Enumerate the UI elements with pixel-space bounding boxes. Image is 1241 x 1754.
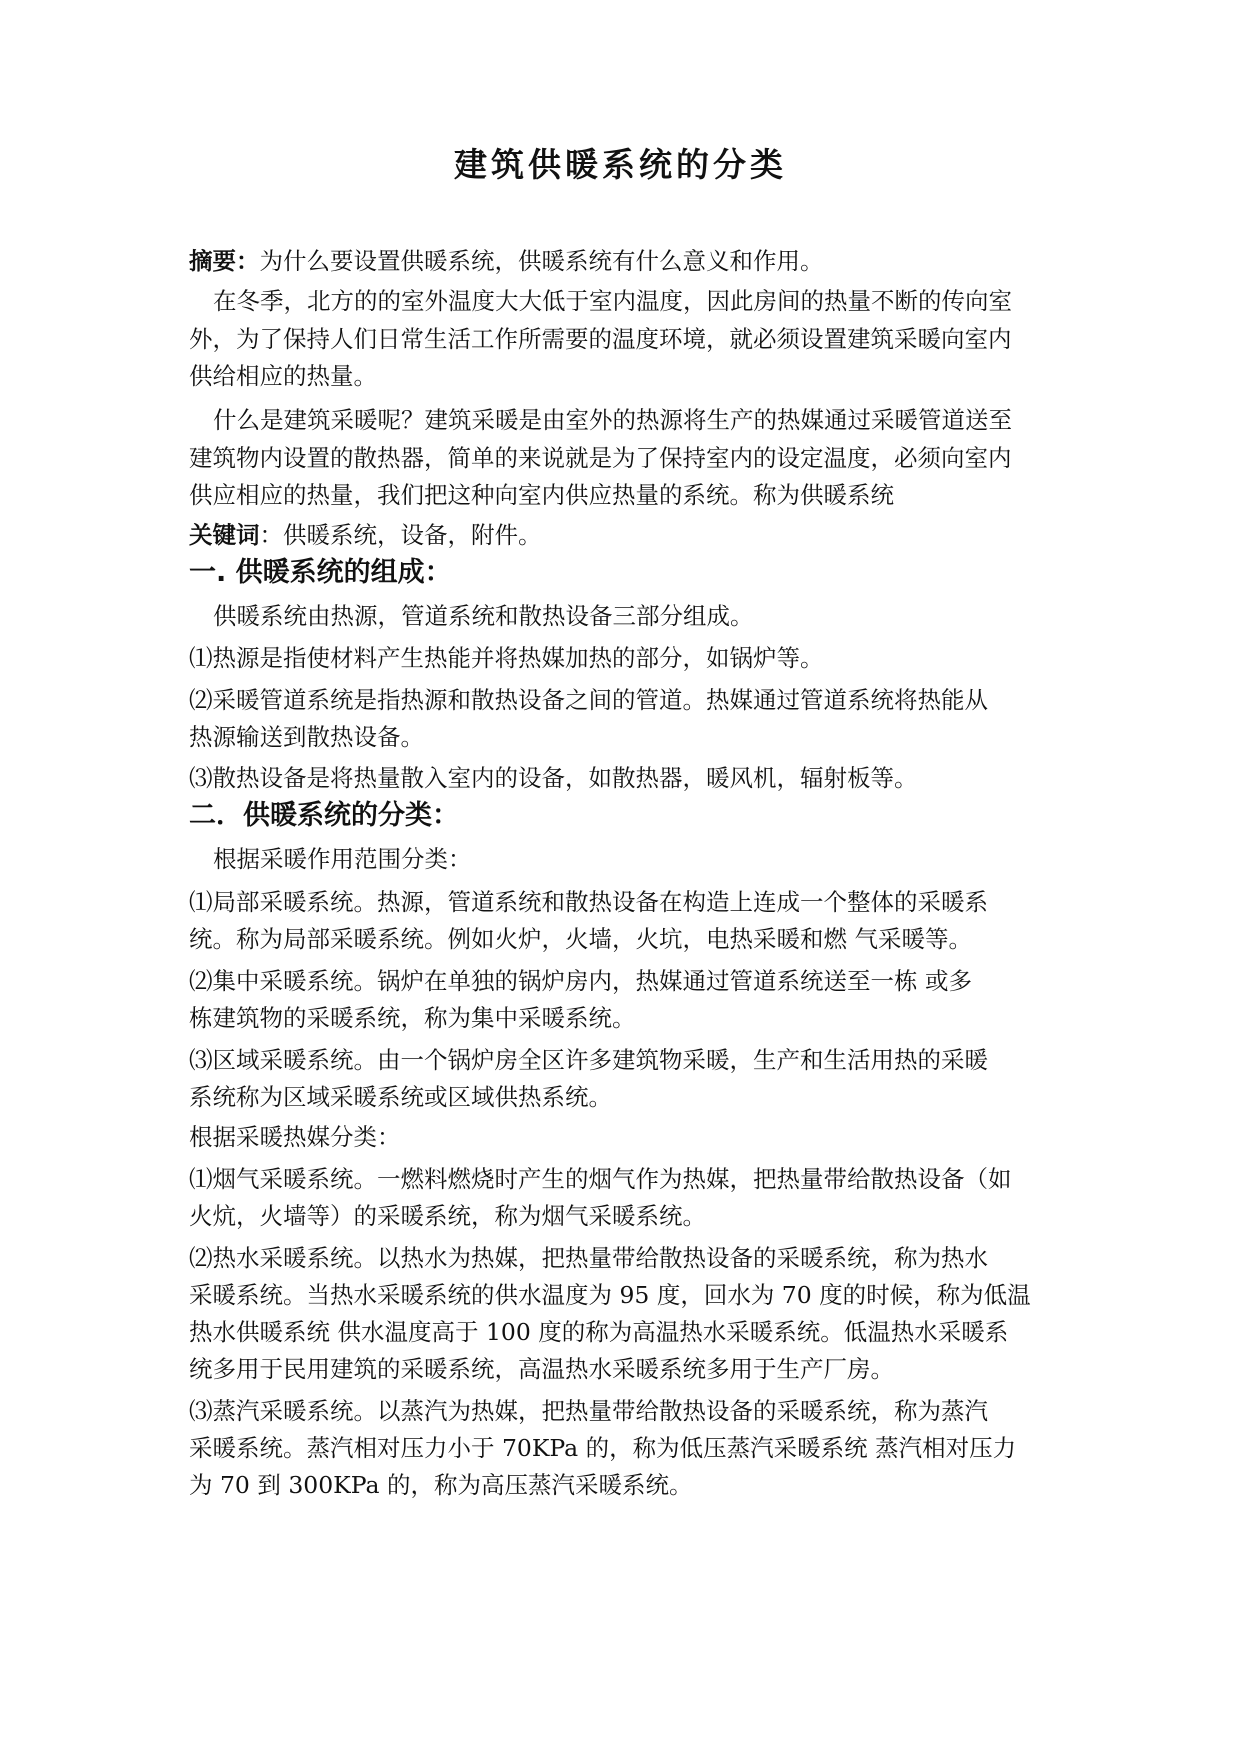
section-line: 采暖系统。当热水采暖系统的供水温度为 95 度，回水为 70 度的时候，称为低温: [189, 1281, 1031, 1309]
section-line: 供暖系统由热源，管道系统和散热设备三部分组成。: [213, 602, 754, 630]
section-line: ⑴热源是指使材料产生热能并将热媒加热的部分，如锅炉等。: [189, 644, 824, 672]
section-line: ⑴烟气采暖系统。一燃料燃烧时产生的烟气作为热媒，把热量带给散热设备（如: [189, 1165, 1012, 1193]
intro-line: 供应相应的热量，我们把这种向室内供应热量的系统。称为供暖系统: [189, 481, 894, 509]
section-line: 统多用于民用建筑的采暖系统，高温热水采暖系统多用于生产厂房。: [189, 1355, 894, 1383]
abstract-line: [189, 244, 1069, 278]
section-line: 根据采暖热媒分类：: [189, 1123, 401, 1151]
section-heading-classification: 二．供暖系统的分类：: [189, 800, 459, 831]
section-heading-composition: 一. 供暖系统的组成：: [189, 557, 452, 588]
intro-line: 外，为了保持人们日常生活工作所需要的温度环境，就必须设置建筑采暖向室内: [189, 325, 1012, 353]
section-line: ⑵热水采暖系统。以热水为热媒，把热量带给散热设备的采暖系统，称为热水: [189, 1244, 988, 1272]
section-line: 采暖系统。蒸汽相对压力小于 70KPa 的，称为低压蒸汽采暖系统 蒸汽相对压力: [189, 1434, 1017, 1462]
section-line: 统。称为局部采暖系统。例如火炉，火墙，火坑，电热采暖和燃 气采暖等。: [189, 925, 972, 953]
keywords-line: [189, 518, 1069, 552]
section-line: ⑵集中采暖系统。锅炉在单独的锅炉房内，热媒通过管道系统送至一栋 或多: [189, 967, 972, 995]
intro-line: 供给相应的热量。: [189, 362, 377, 390]
section-line: ⑶蒸汽采暖系统。以蒸汽为热媒，把热量带给散热设备的采暖系统，称为蒸汽: [189, 1397, 988, 1425]
section-line: 热水供暖系统 供水温度高于 100 度的称为高温热水采暖系统。低温热水采暖系: [189, 1318, 1009, 1346]
section-line: 栋建筑物的采暖系统，称为集中采暖系统。: [189, 1004, 636, 1032]
section-line: 热源输送到散热设备。: [189, 723, 424, 751]
intro-line: 在冬季，北方的的室外温度大大低于室内温度，因此房间的热量不断的传向室: [213, 287, 1012, 315]
intro-line: 什么是建筑采暖呢？建筑采暖是由室外的热源将生产的热媒通过采暖管道送至: [213, 406, 1012, 434]
section-line: 火炕，火墙等）的采暖系统，称为烟气采暖系统。: [189, 1202, 706, 1230]
section-line: 为 70 到 300KPa 的，称为高压蒸汽采暖系统。: [189, 1471, 693, 1499]
document-title: 建筑供暖系统的分类: [454, 145, 787, 184]
section-line: 系统称为区域采暖系统或区域供热系统。: [189, 1083, 612, 1111]
section-line: ⑶散热设备是将热量散入室内的设备，如散热器，暖风机，辐射板等。: [189, 764, 918, 792]
intro-line: 建筑物内设置的散热器，简单的来说就是为了保持室内的设定温度，必须向室内: [189, 444, 1012, 472]
abstract-text: 为什么要设置供暖系统，供暖系统有什么意义和作用。: [259, 247, 824, 275]
section-line: ⑴局部采暖系统。热源，管道系统和散热设备在构造上连成一个整体的采暖系: [189, 888, 988, 916]
section-line: ⑶区域采暖系统。由一个锅炉房全区许多建筑物采暖，生产和生活用热的采暖: [189, 1046, 988, 1074]
keywords-text: ：供暖系统，设备，附件。: [259, 521, 542, 549]
section-line: ⑵采暖管道系统是指热源和散热设备之间的管道。热媒通过管道系统将热能从: [189, 686, 988, 714]
keywords-label: 关键词: [189, 521, 260, 549]
abstract-label: 摘要：: [189, 247, 260, 275]
section-line: 根据采暖作用范围分类：: [213, 845, 472, 873]
